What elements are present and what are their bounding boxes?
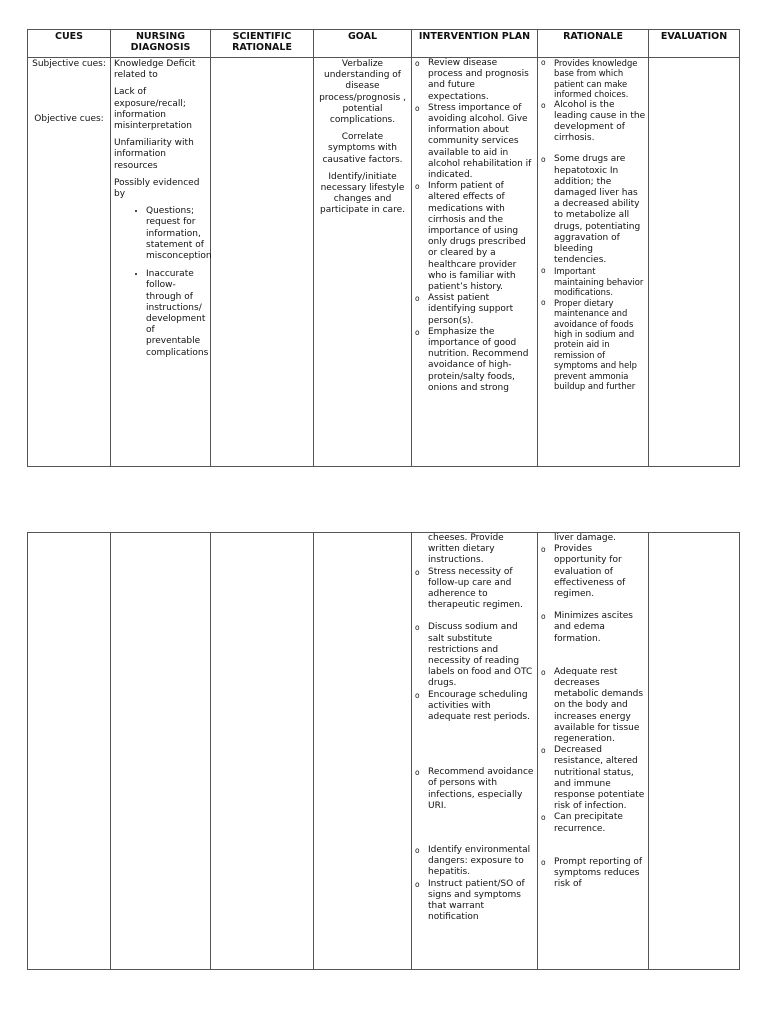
diagnosis-text: Unfamiliarity with information resources — [114, 138, 194, 171]
rationale-list — [538, 544, 648, 890]
list-item: o Stress necessity of follow-up care and adherence to therapeutic regimen. — [428, 567, 534, 612]
list-item: o Recommend avoidance of persons with infections, especially URI. — [428, 767, 534, 812]
diagnosis-text: Lack of exposure/recall; information misinterpretation — [114, 87, 192, 132]
diagnosis-text: Knowledge Deficit related to — [114, 59, 196, 81]
rationale-list — [538, 58, 648, 391]
rationale-continuation: liver damage. — [554, 533, 617, 543]
list-item: o Provides opportunity for evaluation of effectiveness of regimen. — [554, 544, 646, 600]
intervention-continuation: cheeses. Provide written dietary instructions. — [428, 533, 504, 566]
intervention-list — [412, 567, 536, 924]
intervention-list — [412, 58, 536, 394]
list-item: o Stress importance of avoiding alcohol. Give information about community services available to aid in alcohol rehabilitation if indicated. — [428, 103, 534, 181]
header-row — [28, 30, 740, 58]
header-cues: CUES — [28, 30, 111, 58]
objective-cues-label: Objective cues: — [34, 114, 104, 125]
list-item: o Important maintaining behavior modifications. — [554, 266, 646, 297]
goal-cell — [314, 58, 412, 467]
list-item: o Encourage scheduling activities with adequate rest periods. — [428, 690, 534, 724]
list-item: o Can precipitate recurrence. — [554, 812, 646, 834]
goal-text: Identify/initiate necessary lifestyle changes and participate in care. — [320, 171, 405, 216]
intervention-plan-cell — [412, 58, 538, 467]
table-row — [28, 533, 740, 970]
nursing-care-plan-table-continued — [27, 532, 740, 970]
list-item: o Emphasize the importance of good nutrition. Recommend avoidance of high-protein/salty foods, onions and strong — [428, 327, 534, 394]
evidence-list — [114, 206, 212, 359]
evaluation-cell — [649, 533, 740, 970]
rationale-cell — [538, 533, 649, 970]
list-item: o Provides knowledge base from which patient can make informed choices. — [554, 58, 646, 100]
list-item: o Alcohol is the leading cause in the development of cirrhosis. — [554, 100, 646, 145]
header-goal: GOAL — [314, 30, 412, 58]
header-rationale: RATIONALE — [538, 30, 649, 58]
intervention-plan-cell — [412, 533, 538, 970]
list-item: o Prompt reporting of symptoms reduces risk of — [554, 857, 646, 891]
list-item: o Assist patient identifying support person(s). — [428, 293, 534, 327]
diagnosis-text: Possibly evidenced by — [114, 177, 200, 200]
evaluation-cell — [649, 58, 740, 467]
header-intervention-plan: INTERVENTION PLAN — [412, 30, 538, 58]
list-item: o Adequate rest decreases metabolic demands on the body and increases energy available for tissue regeneration. — [554, 667, 646, 745]
header-evaluation: EVALUATION — [649, 30, 740, 58]
cues-cell — [28, 58, 111, 467]
header-nursing-diagnosis: NURSING DIAGNOSIS — [111, 30, 211, 58]
header-scientific-rationale: SCIENTIFIC RATIONALE — [211, 30, 314, 58]
nursing-diagnosis-cell — [111, 533, 211, 970]
nursing-care-plan-table — [27, 29, 740, 467]
list-item: • Questions; request for information, statement of misconception — [146, 206, 207, 262]
list-item: o Review disease process and prognosis and future expectations. — [428, 58, 534, 103]
nursing-diagnosis-cell — [111, 58, 211, 467]
subjective-cues-label: Subjective cues: — [32, 59, 106, 69]
goal-text: Verbalize understanding of disease process/prognosis , potential complications. — [319, 59, 406, 126]
list-item: o Inform patient of altered effects of medications with cirrhosis and the importance of using only drugs prescribed or cleared by a healthcare provider who is familiar with patient’s history. — [428, 181, 534, 293]
list-item: o Discuss sodium and salt substitute restrictions and necessity of reading labels on food and OTC drugs. — [428, 622, 534, 689]
care-plan-page-1 — [27, 29, 739, 467]
table-row — [28, 58, 740, 467]
scientific-rationale-cell — [211, 58, 314, 467]
scientific-rationale-cell — [211, 533, 314, 970]
list-item: o Instruct patient/SO of signs and symptoms that warrant notification — [428, 879, 534, 924]
list-item: • Inaccurate follow-through of instructions/ development of preventable complications — [146, 269, 207, 359]
list-item: o Decreased resistance, altered nutritional status, and immune response potentiate risk of infection. — [554, 745, 646, 812]
cues-cell — [28, 533, 111, 970]
goal-cell — [314, 533, 412, 970]
list-item: o Identify environmental dangers: exposure to hepatitis. — [428, 845, 534, 879]
care-plan-page-2 — [27, 532, 739, 970]
list-item: o Some drugs are hepatotoxic In addition; the damaged liver has a decreased ability to metabolize all drugs, potentiating aggravation of bleeding tendencies. — [554, 154, 646, 266]
list-item: o Minimizes ascites and edema formation. — [554, 611, 646, 645]
rationale-cell — [538, 58, 649, 467]
goal-text: Correlate symptoms with causative factors. — [322, 132, 403, 165]
list-item: o Proper dietary maintenance and avoidance of foods high in sodium and protein aid in remission of symptoms and help prevent ammonia buildup and further — [554, 298, 646, 392]
